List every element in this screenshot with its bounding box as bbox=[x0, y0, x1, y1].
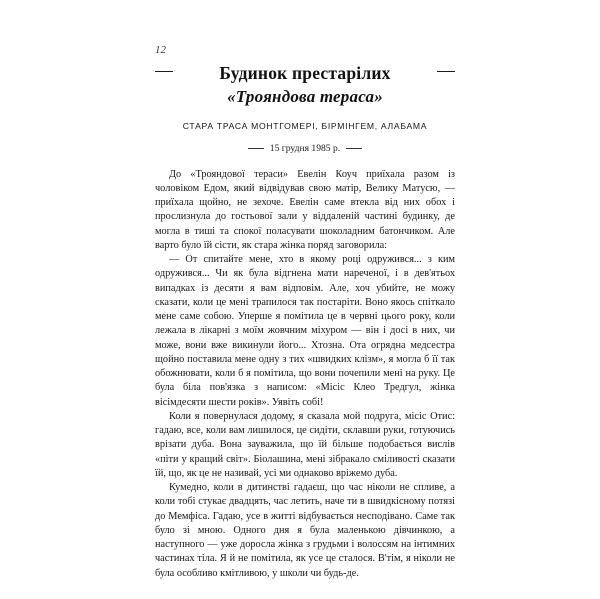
paragraph: До «Трояндової тераси» Евелін Коуч приїхала разом із чоловіком Едом, який відвідував свою матір, Велику Матусю, — приїхала щойно, не зехоче. Евелін саме втекла від них обох і прослизнула до гостьової зали у віддаленій частині будинку, де могла в тиші та спокої поласувати шоколадним батончиком. Але варто було їй сісти, як стара жінка поряд заговорила: bbox=[155, 168, 455, 251]
page-number: 12 bbox=[155, 44, 166, 56]
date-text: 15 грудня 1985 р. bbox=[269, 142, 341, 154]
paragraph: Кумедно, коли в дитинстві гадаєш, що час ніколи не спливе, а коли тобі стукає двадцять, час летить, наче ти в швидкісному потязі до Мемфіса. Гадаю, усе в житті відбувається несподівано. Саме так було зі мною. Одного дня я була маленькою дівчинкою, а наступного — уже доросла жінка з грудьми і волоссям на інтимних частинах тіла. Я й не помітила, як усе це сталося. В'тім, я ніколи не була особливо кмітливою, у школи чи будь-де. bbox=[155, 482, 455, 579]
chapter-date bbox=[155, 143, 455, 154]
paragraph: — От спитайте мене, хто в якому році одружився... з ким одружився... Чи як була відгнена мати нареченої, і в дев'ятьох випадках із десяти я вам відповім. Але, хоч убийте, не можу сказати, коли це мені трапилося так постаріти. Воно якось спіткало мене саме собою. Уперше я помітила це в червні цього року, коли лежала в лікарні з моїм жовчним міхуром — він і досі в них, чи може, вони вже викинули його... Хтозна. Ота огрядна медсестра щойно поставила мене одну з тих «швидких клізм», я могла б її так обожнювати, коли б я помітила, що вони почепили мені на руку. Це була біла пов'язка з написом: «Місіс Клео Тредгул, жінка вісімдесяти шести років». Уявіть собі! bbox=[155, 254, 455, 408]
chapter-title-line-1: Будинок престарілих bbox=[219, 63, 391, 83]
chapter-title bbox=[155, 62, 455, 109]
date-dash-right bbox=[346, 148, 362, 149]
paragraph: Коли я повернулася додому, я сказала мой подруга, місіс Отис: гадаю, все, коли вам лишилося, це сидіти, склавши руки, готуючись врізати дуба. Вона зауважила, що їй більше подобається вислів «піти у кращий світ». Біолашина, мені зібракало сміливості сказати їй, що, як це не називай, усі ми однаково вріжемо дуба. bbox=[155, 410, 455, 479]
chapter-location-subtitle: СТАРА ТРАСА МОНТГОМЕРІ, БІРМІНГЕМ, АЛАБАМА bbox=[182, 120, 428, 131]
body-text bbox=[155, 168, 455, 581]
date-dash-left bbox=[248, 148, 264, 149]
chapter-title-line-2: «Трояндова тераса» bbox=[227, 87, 383, 107]
page-content bbox=[155, 62, 455, 581]
